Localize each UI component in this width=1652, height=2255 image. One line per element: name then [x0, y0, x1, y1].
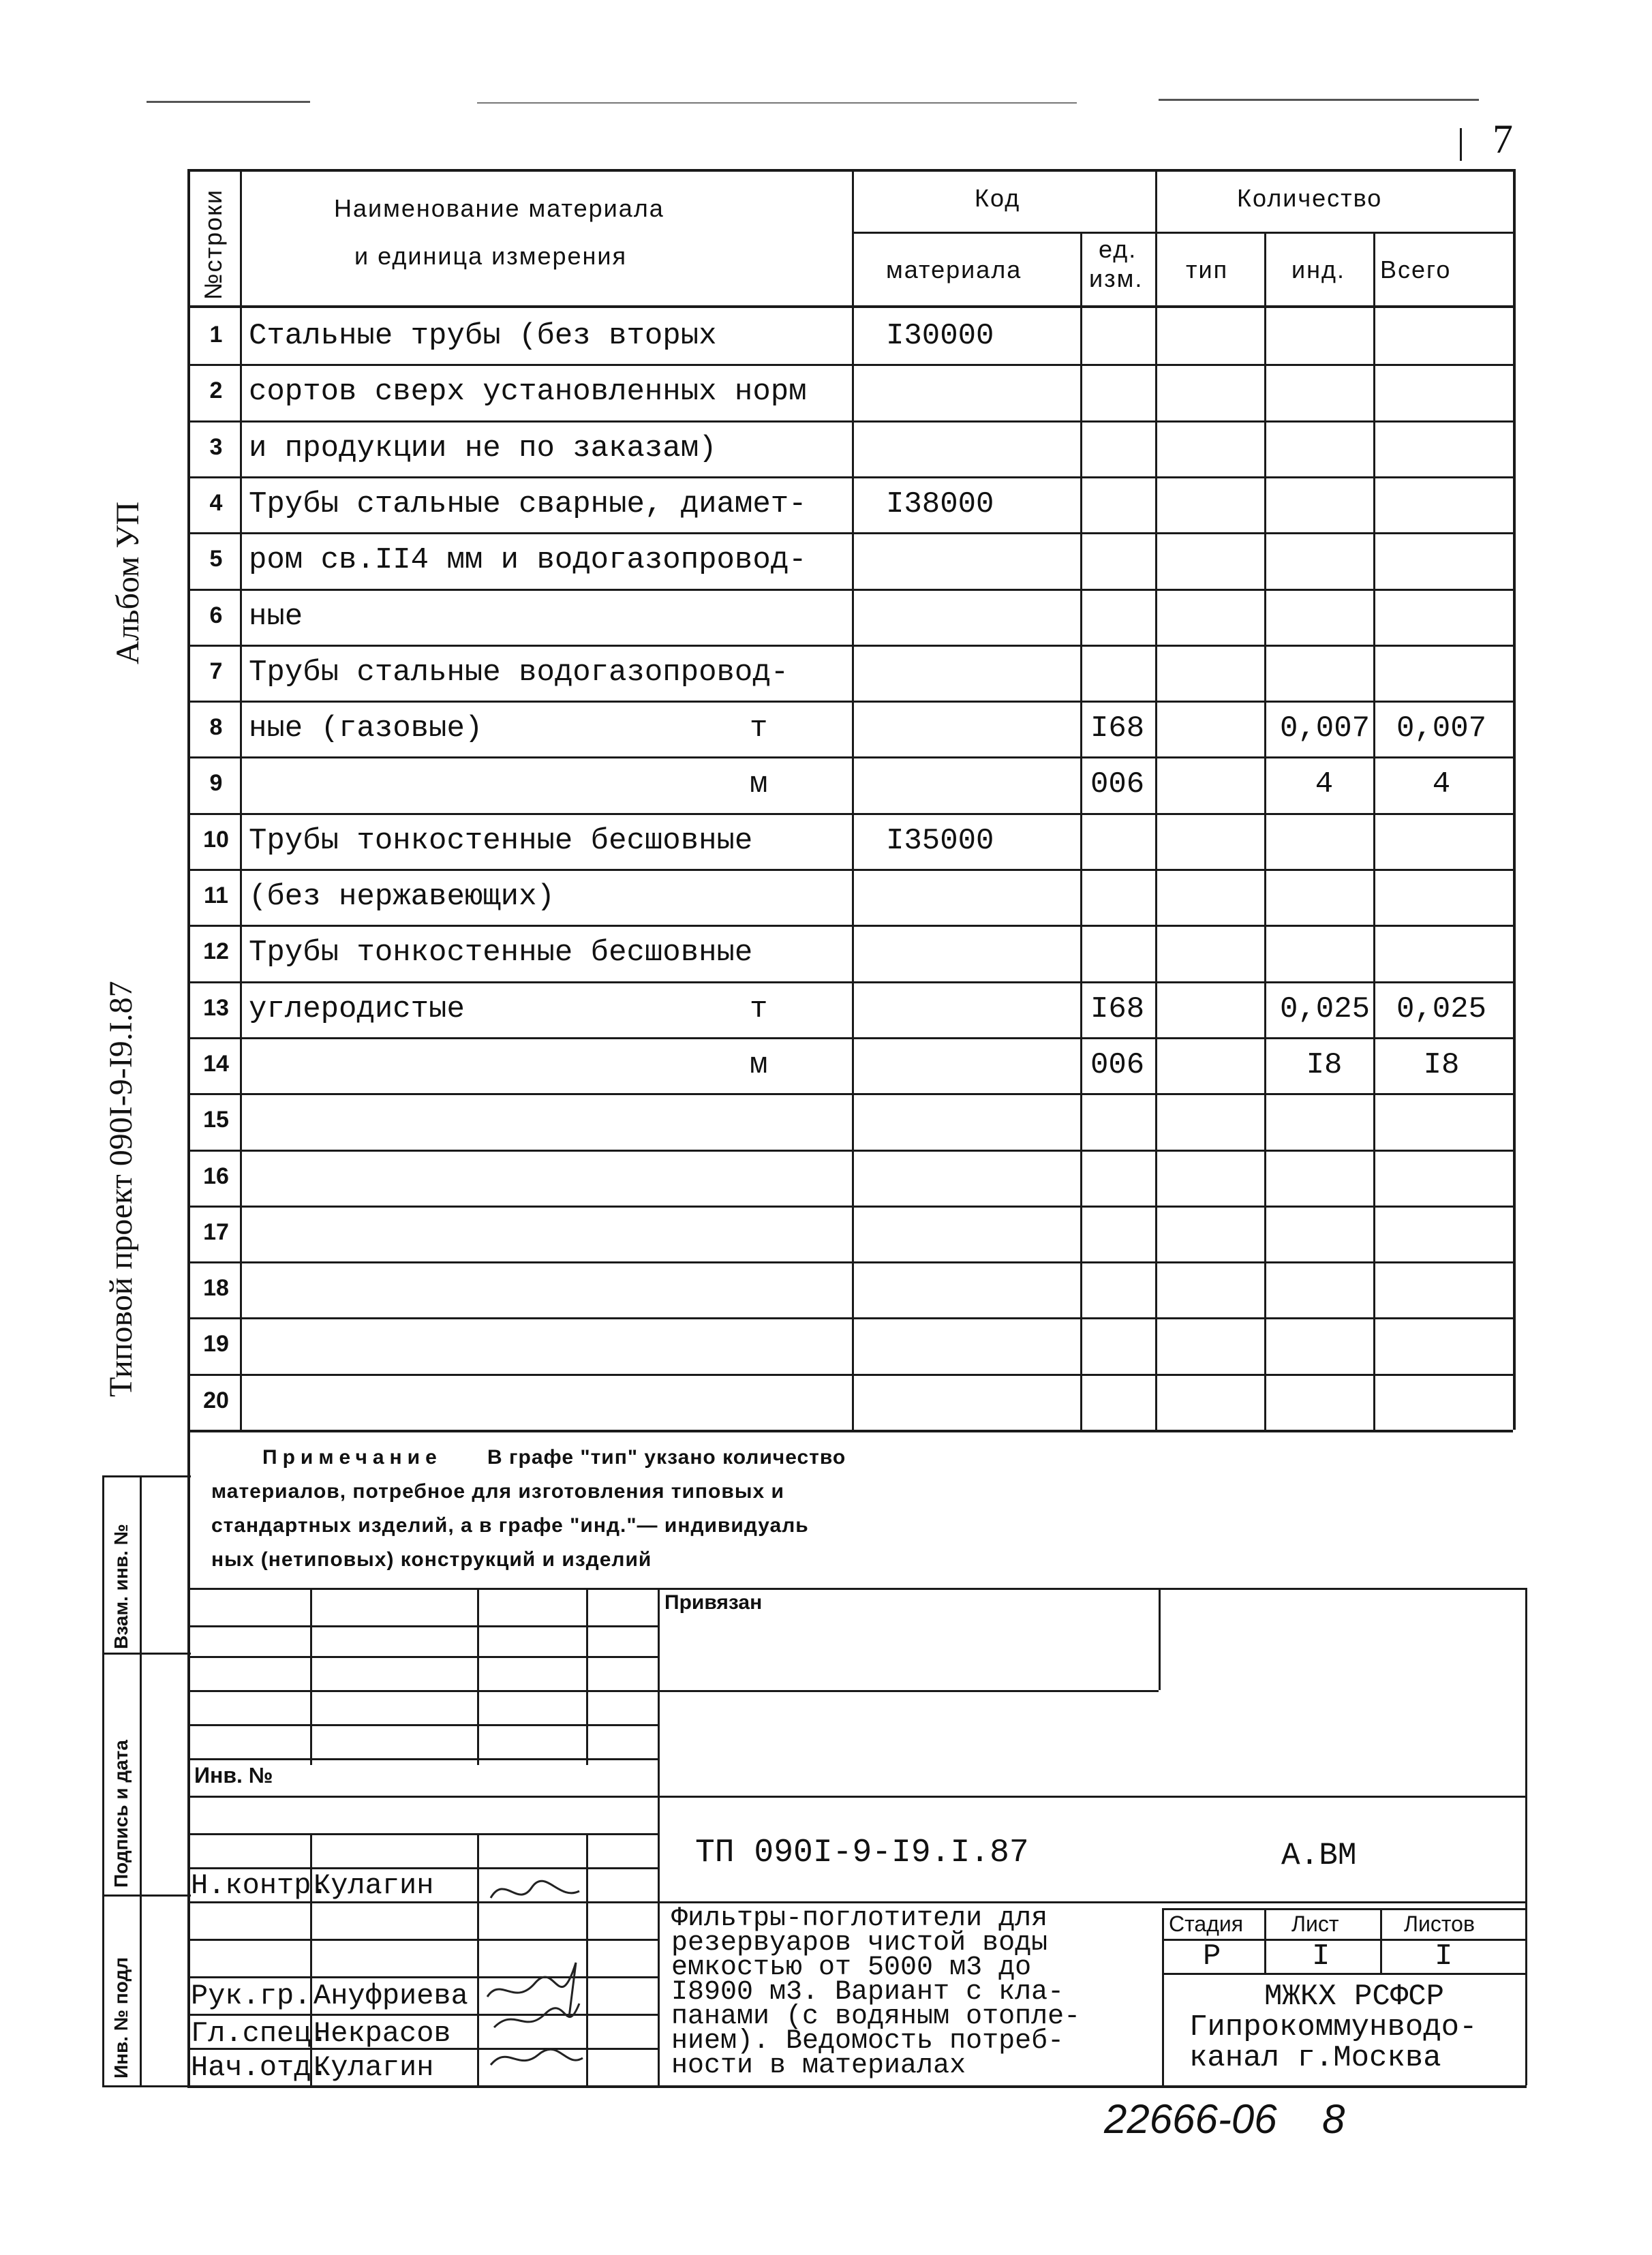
stamp-role: Рук.гр.	[191, 1980, 311, 2012]
row-divider	[187, 813, 1513, 815]
col-line-tip	[1264, 232, 1266, 1430]
row-divider	[187, 476, 1513, 478]
signature-glspec	[494, 2004, 579, 2027]
side-podpis-data: Подпись и дата	[110, 1740, 132, 1888]
table-bottom-border	[187, 1430, 1513, 1432]
material-name: Трубы тонкостенные бесшовные	[249, 936, 753, 970]
row-number: 10	[203, 827, 229, 853]
row-number: 18	[203, 1275, 229, 1301]
table-left-border	[187, 169, 190, 1430]
page-number-tick	[1460, 128, 1462, 161]
stamp-person: Ануфриева	[313, 1980, 468, 2012]
header-tip: тип	[1186, 256, 1229, 283]
privyazan-label: Привязан	[664, 1591, 763, 1614]
title-line: резервуаров чистой воды	[671, 1928, 1048, 1959]
material-name: (без нержавеющих)	[249, 880, 555, 914]
row-number: 9	[209, 770, 223, 796]
side-col-left	[102, 1475, 104, 2085]
title-line: нием). Ведомость потреб-	[671, 2026, 1065, 2057]
qty-ind: 0,007	[1280, 711, 1371, 746]
stamp-v-privyazan	[1159, 1588, 1161, 1690]
footer-sheet: 8	[1322, 2096, 1345, 2142]
stamp-right-border	[1525, 1588, 1527, 2085]
material-code: I35000	[886, 824, 994, 858]
material-code: I30000	[886, 319, 994, 353]
row-divider	[187, 925, 1513, 927]
qty-total: 0,007	[1396, 711, 1487, 746]
note-title: Примечание	[262, 1446, 442, 1469]
material-name: сортов сверх установленных норм	[249, 375, 807, 409]
side-inv-podl: Инв. № подл	[110, 1957, 132, 2078]
qty-total: I8	[1423, 1048, 1460, 1082]
table-right-border	[1513, 169, 1516, 1430]
row-number: 19	[203, 1331, 229, 1357]
row-number: 16	[203, 1163, 229, 1189]
title-line: Фильтры-поглотители для	[671, 1903, 1048, 1934]
row-number: 4	[209, 490, 223, 516]
stamp-stadiya-v2	[1380, 1908, 1382, 1973]
org-line3: канал г.Москва	[1189, 2041, 1441, 2075]
side-sep-1	[102, 1653, 191, 1655]
header-ind: инд.	[1291, 256, 1345, 283]
page-number: 7	[1493, 117, 1513, 162]
unit-code: 006	[1090, 767, 1145, 801]
header-kolichestvo: Количество	[1237, 184, 1383, 212]
stamp-person: Некрасов	[313, 2017, 451, 2050]
unit-code: I68	[1090, 992, 1145, 1026]
side-col-bottom	[102, 2085, 191, 2087]
signature-nkontr	[491, 1881, 579, 1898]
material-unit: м	[750, 767, 768, 801]
qty-ind: 0,025	[1280, 992, 1371, 1026]
material-name: Трубы тонкостенные бесшовные	[249, 824, 753, 858]
stamp-h-6	[187, 1796, 1527, 1798]
side-vzam-inv: Взам. инв. №	[110, 1524, 132, 1649]
row-number: 8	[209, 714, 223, 740]
header-name-line2: и единица измерения	[354, 242, 628, 270]
material-name: углеродистые	[249, 992, 465, 1026]
row-divider	[187, 1037, 1513, 1039]
header-kod: Код	[975, 184, 1021, 212]
org-line1: МЖКХ РСФСР	[1264, 1980, 1445, 2014]
row-divider	[187, 1261, 1513, 1263]
col-line-name	[852, 169, 854, 1430]
material-name: Стальные трубы (без вторых	[249, 319, 717, 353]
row-number: 5	[209, 546, 223, 572]
row-divider	[187, 532, 1513, 534]
stamp-bottom-border	[187, 2085, 1527, 2088]
row-divider	[187, 1374, 1513, 1376]
row-divider	[187, 701, 1513, 703]
doc-code: ТП 090I-9-I9.I.87	[695, 1835, 1029, 1871]
row-divider	[187, 756, 1513, 758]
top-rule-mid	[477, 102, 1077, 104]
title-line: ности в материалах	[671, 2051, 966, 2081]
row-divider	[187, 981, 1513, 983]
material-name: Трубы стальные водогазопровод-	[249, 656, 789, 690]
row-divider	[187, 1206, 1513, 1208]
unit-code: 006	[1090, 1048, 1145, 1082]
table-top-border	[187, 169, 1513, 172]
row-divider	[187, 589, 1513, 591]
stamp-title-v	[1162, 1908, 1164, 2085]
material-name: Трубы стальные сварные, диамет-	[249, 487, 807, 521]
header-material: материала	[886, 256, 1022, 283]
side-sep-2	[102, 1894, 191, 1897]
stadiya-value: Р	[1203, 1939, 1221, 1974]
listov-value: I	[1435, 1939, 1453, 1974]
listov-label: Листов	[1404, 1912, 1475, 1936]
row-number: 20	[203, 1387, 229, 1413]
material-name: ные (газовые)	[249, 711, 483, 746]
row-number: 15	[203, 1107, 229, 1133]
stamp-top-border	[187, 1588, 1527, 1590]
qty-total: 0,025	[1396, 992, 1487, 1026]
note-line1: В графе "тип" укзано количество	[487, 1446, 846, 1469]
row-divider	[187, 1093, 1513, 1095]
org-line2: Гипрокоммунводо-	[1189, 2010, 1478, 2044]
row-number: 1	[209, 322, 223, 348]
signature-nachotd	[491, 2049, 583, 2065]
qty-ind: I8	[1306, 1048, 1343, 1082]
header-sub-line-kod	[852, 232, 1155, 234]
signature-scribbles	[477, 1860, 593, 2085]
stamp-v-3	[586, 1588, 588, 1765]
stamp-stadiya-v1	[1264, 1908, 1266, 1973]
header-bottom-border	[187, 305, 1513, 308]
title-line: I8900 м3. Вариант с кла-	[671, 1977, 1065, 2008]
inv-no-label: Инв. №	[194, 1763, 273, 1788]
list-value: I	[1312, 1939, 1330, 1974]
material-name: ные	[249, 600, 303, 634]
stamp-v-1	[310, 1588, 312, 1765]
note-line4: ных (нетиповых) конструкций и изделий	[211, 1548, 652, 1571]
stamp-v-4	[658, 1588, 660, 2085]
row-number: 2	[209, 378, 223, 403]
stamp-stadiya-row-top	[1162, 1908, 1527, 1910]
row-divider	[187, 420, 1513, 423]
header-ed-izm-1: ед.	[1099, 235, 1137, 263]
header-sub-line-qty	[1155, 232, 1513, 234]
col-line-code	[1080, 232, 1082, 1430]
row-number: 14	[203, 1051, 229, 1077]
list-label: Лист	[1291, 1912, 1339, 1936]
row-divider	[187, 645, 1513, 647]
side-col-top	[102, 1475, 191, 1477]
material-name: и продукции не по заказам)	[249, 431, 717, 465]
row-divider	[187, 1317, 1513, 1319]
unit-code: I68	[1090, 711, 1145, 746]
material-unit: м	[750, 1048, 768, 1082]
col-line-ind	[1373, 232, 1375, 1430]
row-number: 11	[204, 883, 228, 908]
material-name: ром св.II4 мм и водогазопровод-	[249, 543, 807, 577]
header-row-no: №строки	[199, 188, 227, 300]
material-code: I38000	[886, 487, 994, 521]
stamp-person: Кулагин	[313, 1869, 434, 1902]
stamp-role: Нач.отд.	[191, 2051, 328, 2084]
signature-rukgr	[487, 1963, 576, 2017]
row-number: 13	[203, 995, 229, 1021]
title-line: емкостью от 5000 м3 до	[671, 1952, 1032, 1983]
stamp-v-2	[477, 1588, 479, 1765]
material-unit: т	[750, 992, 768, 1026]
row-divider	[187, 869, 1513, 871]
note-line2: материалов, потребное для изготовления типовых и	[211, 1480, 784, 1503]
sheet-mark: А.ВМ	[1281, 1838, 1357, 1873]
row-number: 17	[203, 1219, 229, 1245]
project-label: Типовой проект 090I-9-I9.I.87	[103, 981, 139, 1397]
title-line: панами (с водяным отопле-	[671, 2001, 1081, 2032]
stamp-role: Н.контр.	[191, 1869, 328, 1902]
album-label: Альбом УП	[110, 501, 146, 664]
stamp-role: Гл.спец.	[191, 2017, 328, 2050]
top-rule-left	[147, 101, 310, 103]
row-divider	[187, 364, 1513, 366]
qty-total: 4	[1432, 767, 1451, 801]
row-number: 6	[209, 602, 223, 628]
qty-ind: 4	[1315, 767, 1334, 801]
col-line-num	[240, 169, 242, 1430]
header-vsego: Всего	[1380, 256, 1452, 283]
row-number: 7	[209, 658, 223, 684]
header-name-line1: Наименование материала	[334, 194, 664, 222]
top-rule-right	[1159, 99, 1479, 101]
row-number: 3	[209, 434, 223, 460]
stamp-h-privyazan	[658, 1690, 1159, 1692]
footer-code: 22666-06	[1104, 2096, 1277, 2142]
row-divider	[187, 1150, 1513, 1152]
col-line-ed	[1155, 169, 1157, 1430]
stadiya-label: Стадия	[1169, 1912, 1244, 1936]
side-col-mid	[140, 1475, 142, 2085]
header-ed-izm-2: изм.	[1089, 264, 1144, 292]
material-unit: т	[750, 711, 768, 746]
row-number: 12	[203, 938, 229, 964]
stamp-person: Кулагин	[313, 2051, 434, 2084]
note-line3: стандартных изделий, а в графе "инд."— индивидуаль	[211, 1514, 809, 1537]
